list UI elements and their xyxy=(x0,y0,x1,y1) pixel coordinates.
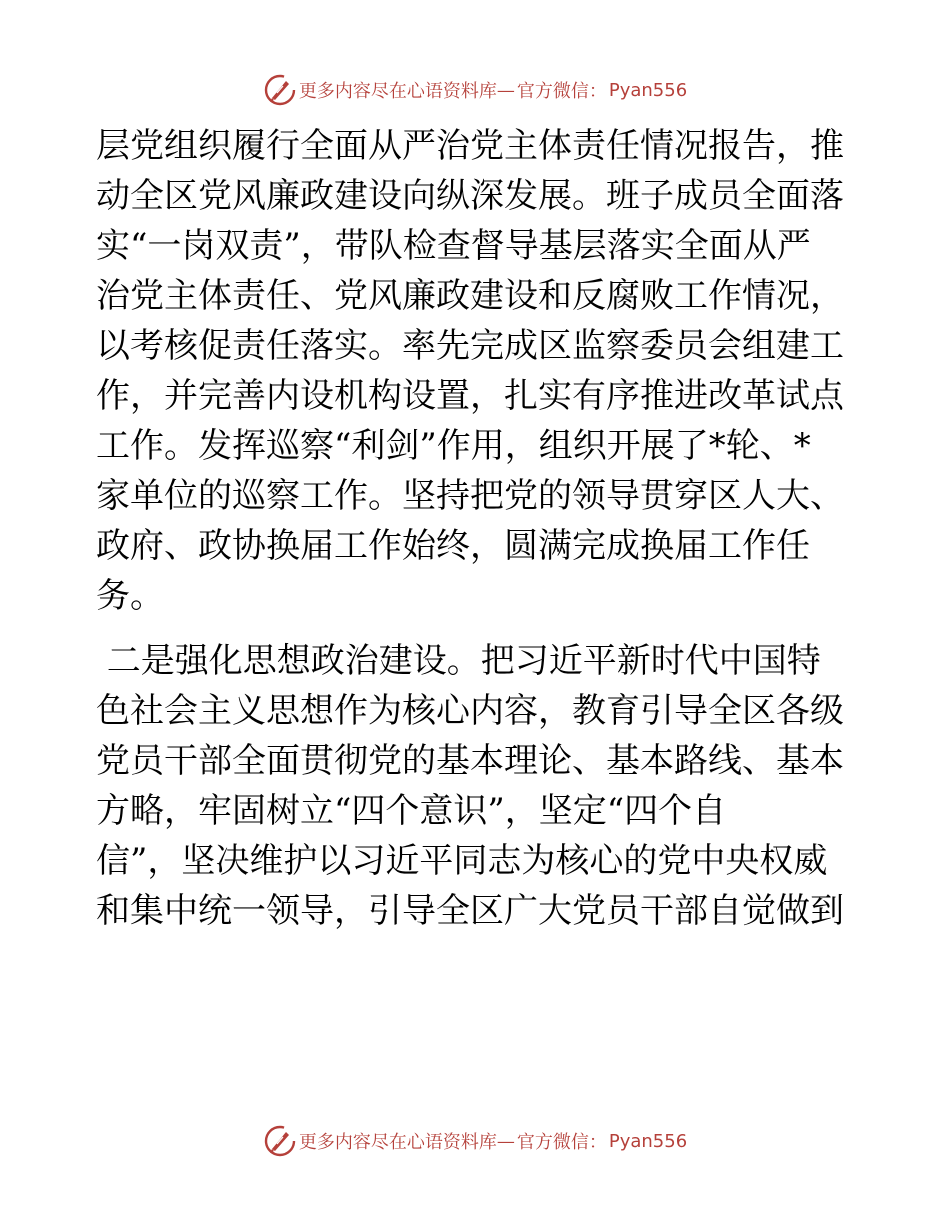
text-line: 方略，牢固树立“四个意识”，坚定“四个自 xyxy=(96,791,727,831)
quill-pen-logo-icon xyxy=(263,73,297,107)
text-line: 信”，坚决维护以习近平同志为核心的党中央权威 xyxy=(96,841,828,881)
banner-brand: 更多内容尽在心语资料库 xyxy=(298,81,497,102)
banner-wechat-id: Pyan556 xyxy=(608,1130,688,1152)
text-line: 和集中统一领导，引导全区广大党员干部自觉做到 xyxy=(96,891,844,931)
banner-wechat-label: 官方微信： xyxy=(516,81,607,102)
banner-dash: — xyxy=(496,1130,515,1152)
text-line: 党员干部全面贯彻党的基本理论、基本路线、基本 xyxy=(96,741,844,781)
paragraph-gap xyxy=(96,621,856,636)
header-banner xyxy=(0,70,950,110)
text-line: 色社会主义思想作为核心内容，教育引导全区各级 xyxy=(96,691,844,731)
footer-banner xyxy=(0,1121,950,1161)
paragraph-2 xyxy=(96,636,856,936)
text-line: 二是强化思想政治建设。把习近平新时代中国特 xyxy=(96,641,821,681)
banner-wechat-label: 官方微信： xyxy=(516,1132,607,1153)
text-line: 工作。发挥巡察“利剑”作用，组织开展了*轮、* xyxy=(96,426,811,466)
paragraph-1 xyxy=(96,121,856,621)
text-line: 动全区党风廉政建设向纵深发展。班子成员全面落 xyxy=(96,176,844,216)
text-line: 作，并完善内设机构设置，扎实有序推进改革试点 xyxy=(96,376,844,416)
banner-wechat-id: Pyan556 xyxy=(608,79,688,101)
text-line: 治党主体责任、党风廉政建设和反腐败工作情况， xyxy=(96,276,844,316)
text-line: 务。 xyxy=(96,576,164,616)
banner-dash: — xyxy=(496,79,515,101)
text-line: 实“一岗双责”，带队检查督导基层落实全面从严 xyxy=(96,226,811,266)
text-line: 层党组织履行全面从严治党主体责任情况报告，推 xyxy=(96,126,844,166)
text-line: 家单位的巡察工作。坚持把党的领导贯穿区人大、 xyxy=(96,476,844,516)
text-line: 以考核促责任落实。率先完成区监察委员会组建工 xyxy=(96,326,844,366)
banner-brand: 更多内容尽在心语资料库 xyxy=(298,1132,497,1153)
quill-pen-logo-icon xyxy=(263,1124,297,1158)
document-body xyxy=(96,121,856,936)
text-line: 政府、政协换届工作始终，圆满完成换届工作任 xyxy=(96,526,810,566)
